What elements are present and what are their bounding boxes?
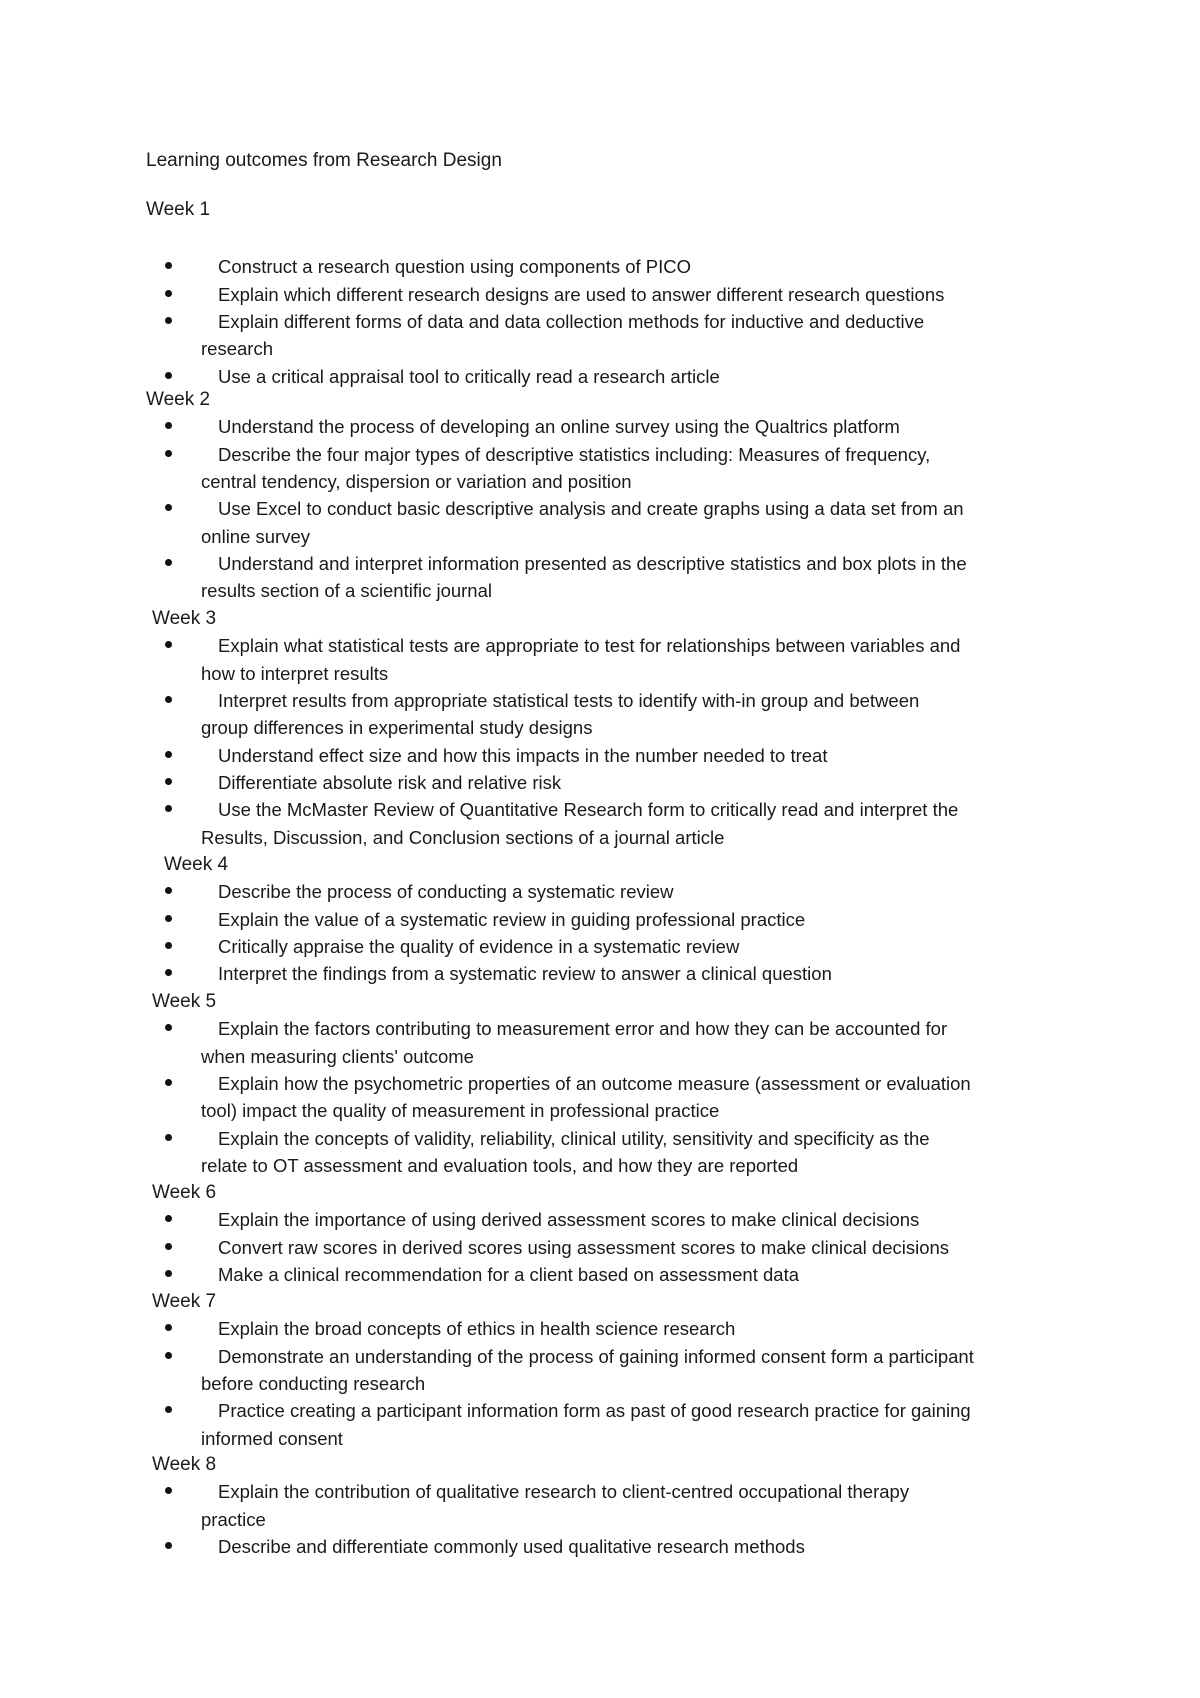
outcome-text-continuation: research: [201, 338, 273, 360]
bullet-icon: [165, 751, 172, 758]
bullet-icon: [165, 504, 172, 511]
bullet-icon: [165, 887, 172, 894]
outcome-text-continuation: when measuring clients' outcome: [201, 1045, 474, 1067]
bullet-icon: [165, 1079, 172, 1086]
outcome-text-continuation: relate to OT assessment and evaluation tools, and how they are reported: [201, 1155, 799, 1177]
bullet-icon: [165, 1134, 172, 1141]
outcome-text-continuation: informed consent: [201, 1427, 343, 1449]
outcome-text: Explain the factors contributing to measurement error and how they can be accounted for: [218, 1018, 948, 1040]
bullet-icon: [165, 1352, 172, 1359]
week-heading: Week 7: [152, 1291, 217, 1312]
bullet-icon: [165, 942, 172, 949]
outcome-text-continuation: central tendency, dispersion or variation and position: [201, 471, 632, 493]
outcome-text: Convert raw scores in derived scores using assessment scores to make clinical decisions: [218, 1236, 950, 1258]
bullet-icon: [165, 450, 172, 457]
document-title: Learning outcomes from Research Design: [146, 150, 502, 171]
outcome-text-continuation: before conducting research: [201, 1373, 426, 1395]
bullet-icon: [165, 372, 172, 379]
outcome-text: Explain different forms of data and data collection methods for inductive and deductive: [218, 311, 925, 333]
week-heading: Week 3: [152, 608, 217, 629]
bullet-icon: [165, 1324, 172, 1331]
outcome-text: Explain how the psychometric properties of an outcome measure (assessment or evaluation: [218, 1073, 971, 1095]
outcome-text: Explain which different research designs are used to answer different research questions: [218, 283, 945, 305]
bullet-icon: [165, 1024, 172, 1031]
bullet-icon: [165, 1243, 172, 1250]
week-heading: Week 4: [164, 854, 229, 875]
outcome-text: Explain the importance of using derived assessment scores to make clinical decisions: [218, 1209, 920, 1231]
outcome-text: Use Excel to conduct basic descriptive analysis and create graphs using a data set from an: [218, 498, 964, 520]
week-heading: Week 8: [152, 1454, 217, 1475]
week-heading: Week 6: [152, 1182, 217, 1203]
outcome-text: Explain the contribution of qualitative research to client-centred occupational therapy: [218, 1481, 910, 1503]
outcome-text-continuation: group differences in experimental study designs: [201, 717, 593, 739]
week-heading: Week 1: [146, 199, 211, 220]
outcome-text: Explain the value of a systematic review in guiding professional practice: [218, 908, 806, 930]
bullet-icon: [165, 1487, 172, 1494]
outcome-text: Explain the broad concepts of ethics in health science research: [218, 1318, 736, 1340]
outcome-text-continuation: online survey: [201, 525, 311, 547]
bullet-icon: [165, 317, 172, 324]
outcome-text: Practice creating a participant information form as past of good research practice for gaining: [218, 1400, 971, 1422]
outcome-text: Explain the concepts of validity, reliability, clinical utility, sensitivity and specificity as the: [218, 1127, 930, 1149]
outcome-text-continuation: Results, Discussion, and Conclusion sections of a journal article: [201, 826, 725, 848]
outcome-text: Interpret results from appropriate statistical tests to identify with-in group and between: [218, 690, 920, 712]
bullet-icon: [165, 915, 172, 922]
bullet-icon: [165, 696, 172, 703]
bullet-icon: [165, 1406, 172, 1413]
bullet-icon: [165, 422, 172, 429]
outcome-text: Describe and differentiate commonly used qualitative research methods: [218, 1536, 805, 1558]
outcome-text: Use a critical appraisal tool to critically read a research article: [218, 365, 720, 387]
outcome-text: Critically appraise the quality of evidence in a systematic review: [218, 936, 740, 958]
outcome-text: Describe the process of conducting a systematic review: [218, 881, 674, 903]
week-heading: Week 5: [152, 991, 217, 1012]
bullet-icon: [165, 1270, 172, 1277]
outcome-text: Describe the four major types of descriptive statistics including: Measures of frequency,: [218, 443, 931, 465]
bullet-icon: [165, 262, 172, 269]
outcome-text: Understand effect size and how this impacts in the number needed to treat: [218, 744, 828, 766]
outcome-text-continuation: tool) impact the quality of measurement in professional practice: [201, 1100, 720, 1122]
outcome-text: Understand the process of developing an online survey using the Qualtrics platform: [218, 416, 900, 438]
outcome-text: Use the McMaster Review of Quantitative Research form to critically read and interpret the: [218, 799, 959, 821]
bullet-icon: [165, 290, 172, 297]
bullet-icon: [165, 969, 172, 976]
outcome-text: Differentiate absolute risk and relative risk: [218, 772, 562, 794]
bullet-icon: [165, 1215, 172, 1222]
outcome-text: Construct a research question using components of PICO: [218, 256, 692, 278]
bullet-icon: [165, 778, 172, 785]
outcome-text: Understand and interpret information presented as descriptive statistics and box plots in the: [218, 553, 967, 575]
bullet-icon: [165, 641, 172, 648]
outcome-text: Explain what statistical tests are appropriate to test for relationships between variables and: [218, 635, 961, 657]
outcome-text: Demonstrate an understanding of the process of gaining informed consent form a participant: [218, 1345, 974, 1367]
bullet-icon: [165, 1542, 172, 1549]
bullet-icon: [165, 559, 172, 566]
outcome-text: Interpret the findings from a systematic review to answer a clinical question: [218, 963, 832, 985]
outcome-text-continuation: how to interpret results: [201, 662, 389, 684]
outcome-text-continuation: results section of a scientific journal: [201, 580, 492, 602]
week-heading: Week 2: [146, 389, 211, 410]
outcome-text-continuation: practice: [201, 1508, 266, 1530]
outcome-text: Make a clinical recommendation for a client based on assessment data: [218, 1264, 799, 1286]
bullet-icon: [165, 805, 172, 812]
